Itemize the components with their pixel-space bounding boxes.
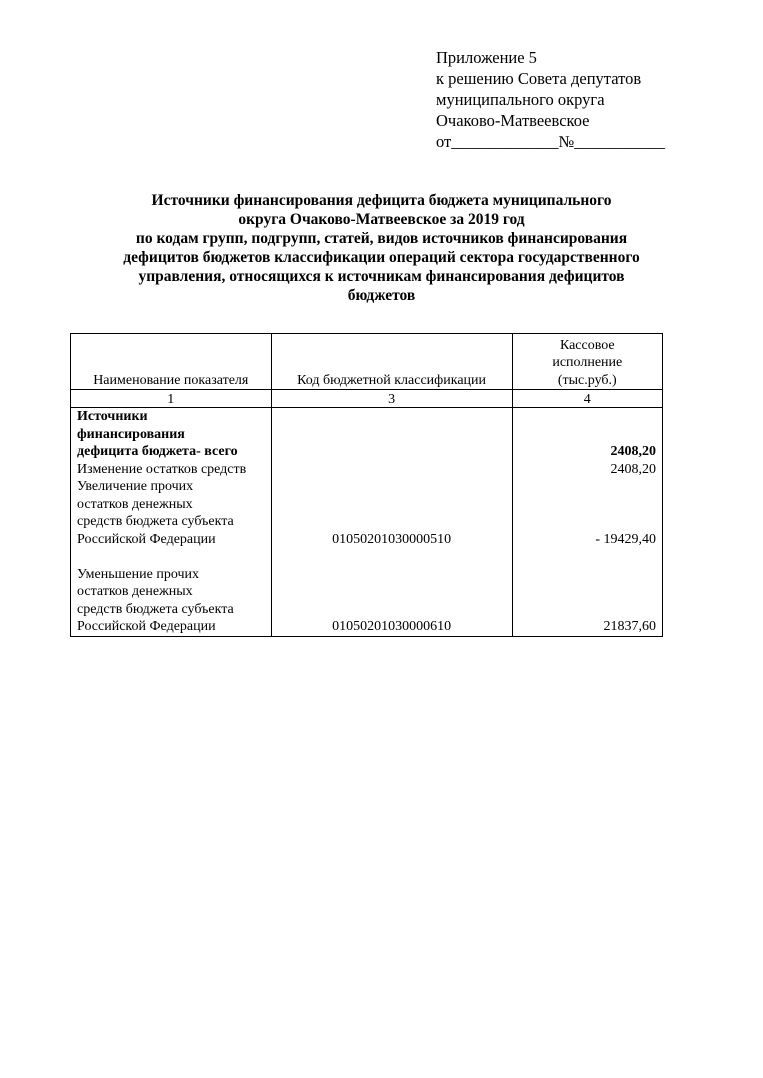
title-line: бюджетов <box>347 287 416 304</box>
total-name-line: дефицита бюджета- всего <box>77 444 238 459</box>
increase-value: - 19429,40 <box>595 531 656 547</box>
appendix-line: от_____________№___________ <box>436 132 665 151</box>
total-name-line: финансирования <box>77 426 185 442</box>
financing-table <box>70 333 663 637</box>
title-line: по кодам групп, подгрупп, статей, видов источников финансирования <box>135 230 628 247</box>
total-value: 2408,20 <box>610 444 656 459</box>
appendix-line: муниципального округа <box>436 90 605 109</box>
column-number: 1 <box>71 390 272 408</box>
header-value-line: Кассовое <box>559 337 615 353</box>
total-name-line: Источники <box>77 409 148 424</box>
header-value <box>512 334 662 390</box>
document-title <box>60 191 703 305</box>
execution-values <box>512 408 662 637</box>
decrease-name-line: средств бюджета субъекта <box>77 601 234 617</box>
indicator-names <box>71 408 272 637</box>
table-header-row <box>71 334 663 390</box>
header-code: Код бюджетной классификации <box>271 334 512 390</box>
header-value-line: исполнение <box>552 355 623 370</box>
decrease-name-line: остатков денежных <box>77 584 193 599</box>
row-spacer <box>77 548 265 566</box>
increase-name-line: средств бюджета субъекта <box>77 514 234 529</box>
header-name: Наименование показателя <box>71 334 272 390</box>
increase-name-line: Увеличение прочих <box>77 479 194 494</box>
increase-name-line: остатков денежных <box>77 496 193 512</box>
change-value: 2408,20 <box>610 461 656 477</box>
decrease-name-line: Российской Федерации <box>77 619 216 634</box>
decrease-code: 01050201030000610 <box>332 619 452 634</box>
appendix-line: Очаково-Матвеевское <box>436 111 590 130</box>
appendix-block <box>436 47 665 152</box>
column-number: 3 <box>271 390 512 408</box>
increase-code: 01050201030000510 <box>332 531 452 547</box>
header-value-line: (тыс.руб.) <box>557 372 617 388</box>
table-body-row <box>71 408 663 637</box>
appendix-line: Приложение 5 <box>436 48 537 67</box>
title-line: Источники финансирования дефицита бюджета муниципального <box>151 192 612 209</box>
title-line: округа Очаково-Матвеевское за 2019 год <box>238 211 525 228</box>
column-number: 4 <box>512 390 662 408</box>
appendix-line: к решению Совета депутатов <box>436 69 642 88</box>
change-name: Изменение остатков средств <box>77 461 247 477</box>
title-line: управления, относящихся к источникам финансирования дефицитов <box>138 268 625 285</box>
decrease-value: 21837,60 <box>603 619 656 634</box>
title-line: дефицитов бюджетов классификации операций сектора государственного <box>123 249 640 266</box>
decrease-name-line: Уменьшение прочих <box>77 566 199 582</box>
increase-name-line: Российской Федерации <box>77 531 216 547</box>
column-number-row <box>71 390 663 408</box>
classification-codes <box>271 408 512 637</box>
